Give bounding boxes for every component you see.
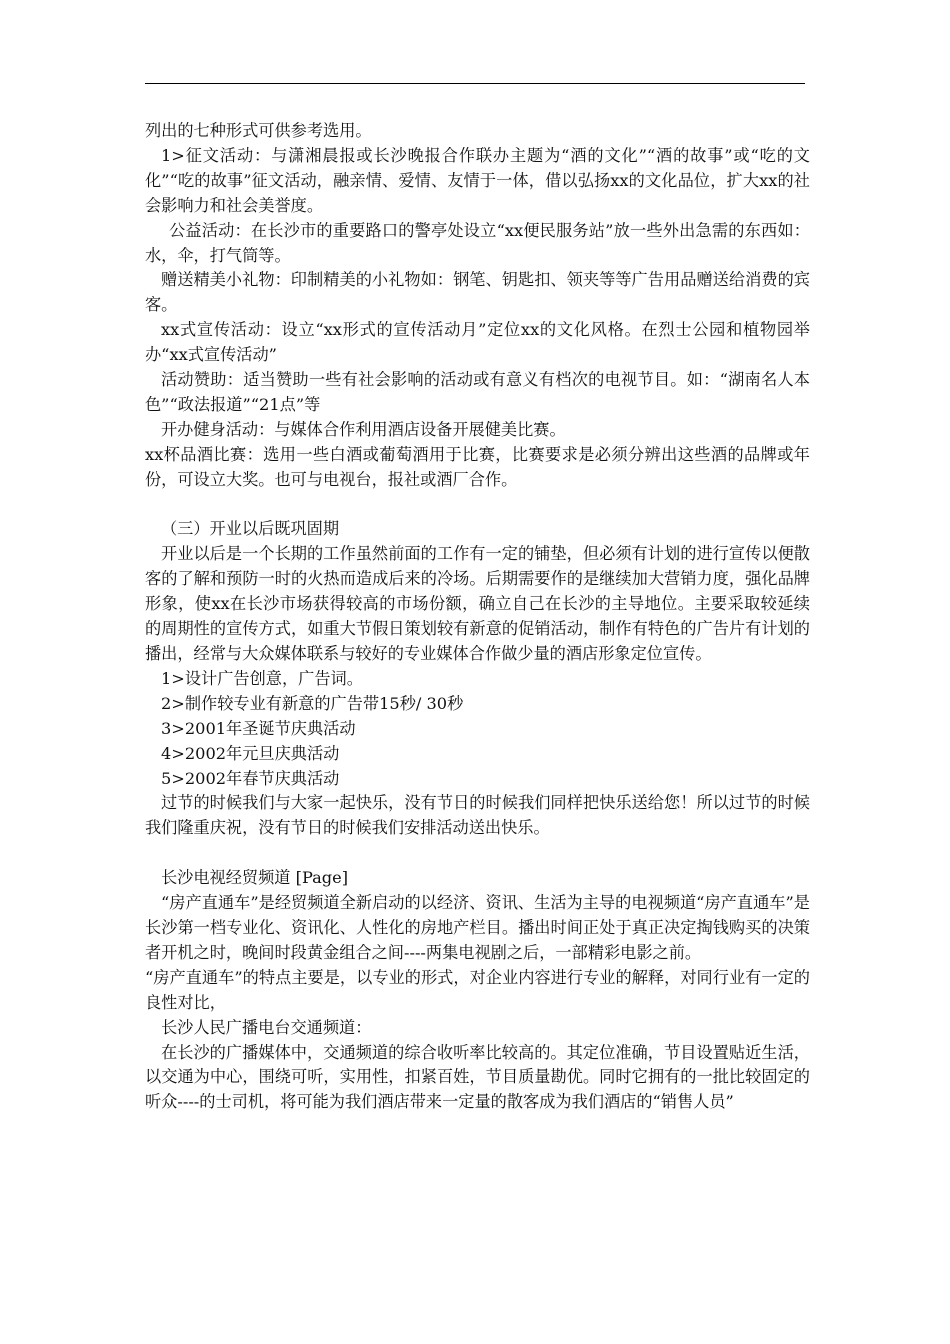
blank-line (145, 493, 810, 518)
paragraph: 开业以后是一个长期的工作虽然前面的工作有一定的铺垫，但必须有计划的进行宣传以便散客的了解和预防一时的火热而造成后来的冷场。后期需要作的是继续加大营销力度，强化品牌形象，使xx在长沙市场获得较高的市场份额，确立自己在长沙的主导地位。主要采取较延续的周期性的宣传方式，如重大节假日策划较有新意的促销活动，制作有特色的广告片有计划的播出，经常与大众媒体联系与较好的专业媒体合作做少量的酒店形象定位宣传。 (145, 544, 810, 664)
paragraph: 活动赞助：适当赞助一些有社会影响的活动或有意义有档次的电视节目。如：“湖南名人本色”“政法报道”“21点”等 (145, 370, 810, 414)
paragraph: 在长沙的广播媒体中，交通频道的综合收听率比较高的。其定位准确，节目设置贴近生活，以交通为中心，围绕可听，实用性，扣紧百姓，节目质量勘优。同时它拥有的一批比较固定的听众----的士司机，将可能为我们酒店带来一定量的散客成为我们酒店的“销售人员” (145, 1042, 810, 1112)
paragraph: 1>设计广告创意，广告词。 (161, 668, 363, 688)
paragraph: 公益活动：在长沙市的重要路口的警亭处设立“xx便民服务站”放一些外出急需的东西如：水，伞，打气筒等。 (145, 220, 810, 265)
paragraph: 开办健身活动：与媒体合作利用酒店设备开展健美比赛。 (161, 419, 566, 439)
header-rule (145, 83, 805, 84)
paragraph: （三）开业以后既巩固期 (161, 519, 340, 539)
paragraph: 2>制作较专业有新意的广告带15秒/ 30秒 (161, 693, 464, 713)
paragraph: 赠送精美小礼物：印制精美的小礼物如：钢笔、钥匙扣、领夹等等广告用品赠送给消费的宾客。 (145, 270, 810, 315)
paragraph: 长沙人民广播电台交通频道： (161, 1017, 372, 1037)
paragraph: 3>2001年圣诞节庆典活动 (161, 718, 356, 738)
paragraph: 5>2002年春节庆典活动 (161, 768, 340, 788)
paragraph: 1>征文活动：与潇湘晨报或长沙晚报合作联办主题为“酒的文化”“酒的故事”或“吃的文化”“吃的故事”征文活动，融亲情、爱情、友情于一体，借以弘扬xx的文化品位，扩大xx的社会影响力和社会美誉度。 (145, 145, 810, 215)
paragraph: 长沙电视经贸频道 [Page] (161, 868, 349, 888)
paragraph: “房产直通车”是经贸频道全新启动的以经济、资讯、生活为主导的电视频道“房产直通车”是长沙第一档专业化、资讯化、人性化的房地产栏目。播出时间正处于真正决定掏钱购买的决策者开机之时，晚间时段黄金组合之间----两集电视剧之后，一部精彩电影之前。 (145, 893, 810, 962)
document-body (145, 119, 810, 1115)
blank-line (145, 841, 810, 866)
paragraph: “房产直通车”的特点主要是，以专业的形式，对企业内容进行专业的解释，对同行业有一定的良性对比， (145, 967, 810, 1012)
paragraph: 4>2002年元旦庆典活动 (161, 743, 340, 763)
paragraph: 过节的时候我们与大家一起快乐，没有节日的时候我们同样把快乐送给您！所以过节的时候我们隆重庆祝，没有节日的时候我们安排活动送出快乐。 (145, 793, 810, 838)
paragraph: 列出的七种形式可供参考选用。 (145, 121, 372, 140)
paragraph: xx式宣传活动：设立“xx形式的宣传活动月”定位xx的文化风格。在烈士公园和植物园举办“xx式宣传活动” (145, 320, 810, 365)
paragraph: xx杯品酒比赛：选用一些白酒或葡萄酒用于比赛，比赛要求是必须分辨出这些酒的品牌或年份，可设立大奖。也可与电视台，报社或酒厂合作。 (145, 444, 810, 489)
